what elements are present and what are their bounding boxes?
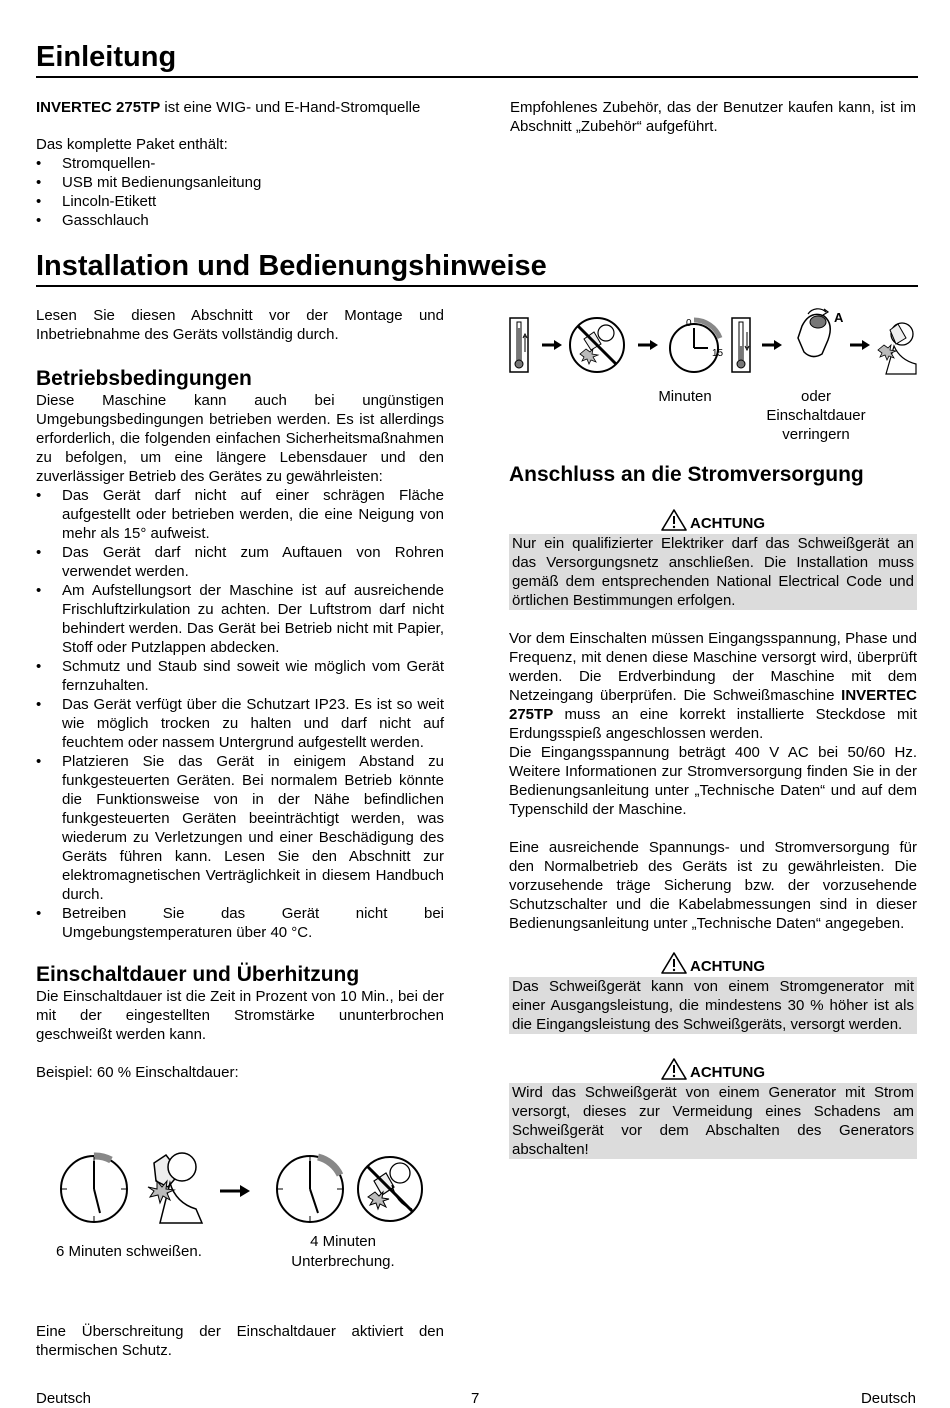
arrow-right-icon: [638, 340, 658, 350]
list-item: • Am Aufstellungsort der Maschine ist auf ausreichende Frischluftzirkulation zu achten. Der Luftstrom darf nicht behindert werden. Das Gerät bei Betrieb nicht mit Papier, Stoff oder Putzlappen abdecken.: [36, 581, 444, 657]
accessories-note: Empfohlenes Zubehör, das der Benutzer kaufen kann, ist im Abschnitt „Zubehör“ aufgeführt.: [510, 99, 916, 135]
power-para-3: Eine ausreichende Spannungs- und Stromversorgung für den Normalbetrieb des Geräts ist zu gewährleisten. Die vorzusehende träge Sicherung bzw. der vorzusehende Schutzschalter und die Kabelabmessungen sind in dieser Bedienungsanleitung unter „Technische Daten“ angegeben.: [509, 839, 917, 932]
install-left-column: [36, 306, 444, 1082]
power-para-1-product: INVERTEC 275TP: [509, 687, 917, 723]
clock-icon: [61, 1156, 127, 1222]
caption-weld: 6 Minuten schweißen.: [56, 1243, 202, 1260]
no-welding-icon: [570, 318, 624, 372]
install-lead: Lesen Sie diesen Abschnitt vor der Montage und Inbetriebnahme des Geräts vollständig durch.: [36, 307, 444, 343]
list-item: • Gasschlauch: [36, 211, 444, 230]
duty-footer-text: Eine Überschreitung der Einschaltdauer aktiviert den thermischen Schutz.: [36, 1323, 444, 1359]
clock-icon: [277, 1156, 343, 1222]
power-para-2: Die Eingangsspannung beträgt 400 V AC bei 50/60 Hz. Weitere Informationen zur Stromversorgung finden Sie in der Bedienungsanleitung unter „Technische Daten“ und auf dem Typenschild der Maschine.: [509, 744, 917, 818]
product-name: INVERTEC 275TP: [36, 99, 161, 116]
package-label: Das komplette Paket enthält:: [36, 136, 228, 153]
thermometer-icon: [732, 318, 750, 372]
warning-box-3: Wird das Schweißgerät von einem Generator mit Strom versorgt, dieses zur Vermeidung eines Schadens am Schweißgerät vor dem Abschalten des Generators abschalten!: [509, 1083, 917, 1159]
warning-label: ACHTUNG: [690, 515, 765, 532]
amp-letter: A: [834, 310, 844, 325]
thermometer-icon: [510, 318, 528, 372]
arrow-right-icon: [220, 1185, 250, 1197]
footer-language-right: Deutsch: [860, 1390, 916, 1407]
warning-box-1: Nur ein qualifizierter Elektriker darf das Schweißgerät an das Versorgungsnetz anschließen. Die Installation muss gemäß dem entsprechenden National Electrical Code und örtlichen Bestimmungen erfolgen.: [509, 534, 917, 610]
arrow-right-icon: [762, 340, 782, 350]
betrieb-list: [36, 486, 444, 942]
welder-icon: [878, 323, 916, 374]
caption-verringern: verringern: [782, 426, 850, 443]
betrieb-intro: Diese Maschine kann auch bei ungünstigen Umgebungsbedingungen betrieben werden. Es ist allerdings erforderlich, die folgenden einfachen Sicherheitsmaßnahmen zu befolgen, um eine längere Lebensdauer und den zuverlässiger Betrieb des Gerätes zu gewährleisten:: [36, 392, 444, 485]
package-list: [36, 154, 444, 230]
duty-example: Beispiel: 60 % Einschaltdauer:: [36, 1064, 239, 1081]
list-item: • Schmutz und Staub sind soweit wie möglich vom Gerät fernzuhalten.: [36, 657, 444, 695]
section-title-einleitung: Einleitung: [36, 41, 177, 73]
list-item: • Platzieren Sie das Gerät in einigem Abstand zu funkgesteuerten Geräten. Bei normalem Betrieb könnte die Funktionsweise von in der Nähe befindlichen funkgesteuerten Geräten beeinträchtigt werden, was wiederum zu Verletzungen und einer Beschädigung des Geräts führen kann. Lesen Sie den Abschnitt zur elektromagnetischen Verträglichkeit in diesem Handbuch durch.: [36, 752, 444, 904]
list-item: • Lincoln-Etikett: [36, 192, 444, 211]
intro-left-column: [36, 98, 444, 230]
power-column: [509, 462, 917, 1159]
warning-header: [509, 952, 917, 977]
list-item: • Das Gerät verfügt über die Schutzart IP23. Es ist so weit wie möglich trocken zu halten und darf nicht auf feuchtem oder nassem Untergrund aufgestellt werden.: [36, 695, 444, 752]
product-desc: ist eine WIG- und E-Hand-Stromquelle: [160, 99, 421, 116]
list-item: • Das Gerät darf nicht zum Auftauen von Rohren verwendet werden.: [36, 543, 444, 581]
list-item: • USB mit Bedienungsanleitung: [36, 173, 444, 192]
clock-icon: [670, 318, 724, 372]
caption-pause-2: Unterbrechung.: [291, 1253, 395, 1270]
footer-language-left: Deutsch: [36, 1390, 92, 1407]
warning-header: [509, 509, 917, 534]
heading-stromversorgung: Anschluss an die Stromversorgung: [509, 463, 864, 486]
warning-triangle-icon: [661, 1058, 687, 1080]
page-number: 7: [471, 1390, 480, 1407]
clock-label-15: 15: [712, 348, 724, 359]
caption-einschaltdauer: Einschaltdauer: [766, 407, 866, 424]
adjust-knob-icon: [798, 309, 844, 357]
warning-label: ACHTUNG: [690, 958, 765, 975]
heading-betriebsbedingungen: Betriebsbedingungen: [36, 367, 252, 390]
product-line: [36, 98, 444, 117]
no-welding-icon: [358, 1157, 422, 1221]
arrow-right-icon: [850, 340, 870, 350]
caption-pause-1: 4 Minuten: [310, 1233, 376, 1250]
warning-triangle-icon: [661, 509, 687, 531]
caption-oder: oder: [800, 388, 832, 405]
title-rule: [36, 76, 918, 78]
warning-box-2: Das Schweißgerät kann von einem Stromgenerator mit einer Ausgangsleistung, die mindestens 30 % höher ist als die Eingangsleistung des Schweißgeräts, versorgt werden.: [509, 977, 917, 1034]
duty-cycle-illustration: [56, 1143, 426, 1235]
overheat-illustration: [506, 302, 920, 382]
warning-triangle-icon: [661, 952, 687, 974]
welder-icon: [148, 1153, 202, 1223]
list-item: • Betreiben Sie das Gerät nicht bei Umgebungstemperaturen über 40 °C.: [36, 904, 444, 942]
list-item: • Stromquellen-: [36, 154, 444, 173]
power-para-1a: Vor dem Einschalten müssen Eingangsspannung, Phase und Frequenz, mit denen diese Maschine versorgt wird, überprüft werden. Die Erdverbindung der Maschine mit dem Netzeingang überprüfen. Die Schweißmaschine: [509, 630, 917, 704]
warning-header: [509, 1058, 917, 1083]
caption-minuten: Minuten: [658, 388, 712, 405]
clock-label-0: 0: [686, 318, 692, 329]
title-rule: [36, 285, 918, 287]
duty-text: Die Einschaltdauer ist die Zeit in Prozent von 10 Min., bei der mit der eingestellten Stromstärke ununterbrochen geschweißt werden kann.: [36, 988, 444, 1043]
heading-einschaltdauer: Einschaltdauer und Überhitzung: [36, 963, 360, 986]
power-para-1b: muss an eine korrekt installierte Steckdose mit Erdungsspieß angeschlossen werden.: [509, 706, 917, 742]
warning-label: ACHTUNG: [690, 1064, 765, 1081]
section-title-installation: Installation und Bedienungshinweise: [36, 250, 547, 282]
power-para-1: [509, 629, 917, 743]
arrow-right-icon: [542, 340, 562, 350]
list-item: • Das Gerät darf nicht auf einer schrägen Fläche aufgestellt oder betrieben werden, die eine Neigung von mehr als 15° aufweist.: [36, 486, 444, 543]
